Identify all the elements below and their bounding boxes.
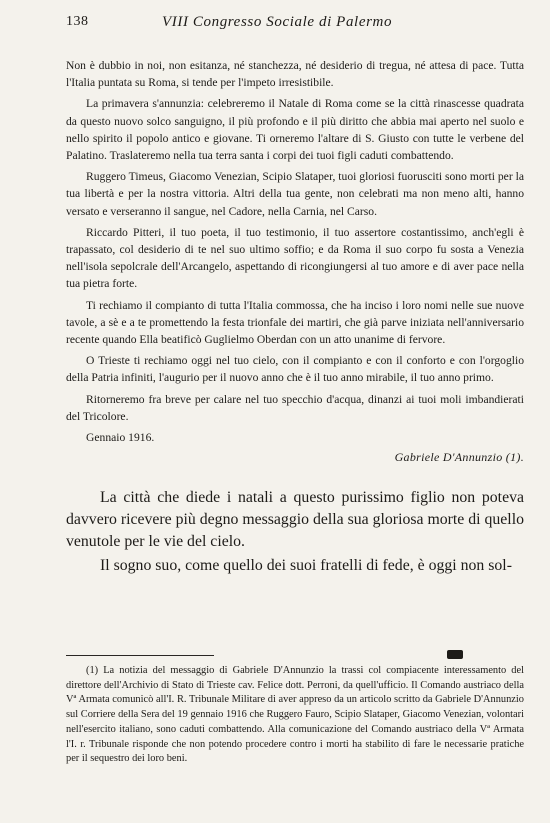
message-paragraph-2: La primavera s'annunzia: celebreremo il Natale di Roma come se la città rinascesse quadrata da questo nuovo solco sanguigno, il più profondo e il più diritto che abbia mai aperto nel suolo e nello spirito il popolo antico e giovane. Ti orneremo l'altare di S. Giusto con tutte le verbene del Palatino. Traslateremo nella tua terra santa i corpi dei tuoi figli caduti combattendo.	[66, 97, 524, 163]
message-paragraph-1: Non è dubbio in noi, non esitanza, né stanchezza, né desiderio di tregua, né attesa di pace. Tutta l'Italia puntata su Roma, si tende per l'impeto irresistibile.	[66, 59, 524, 90]
message-paragraph-7: Ritorneremo fra breve per calare nel tuo specchio d'acqua, dinanzi ai tuoi moli imbandierati del Tricolore.	[66, 392, 524, 423]
commentary-paragraph-2: Il sogno suo, come quello dei suoi fratelli di fede, è oggi non sol-	[100, 557, 512, 575]
main-text	[66, 57, 524, 577]
running-head	[66, 14, 524, 34]
message-paragraph-5: Ti rechiamo il compianto di tutta l'Italia commossa, che ha inciso i loro nomi nelle sue nuove tavole, a sè e a te promettendo la festa trionfale dei martiri, che già parve iniziata nell'anniversario recente quando Ella beatificò Guglielmo Oberdan con un atto unanime di fervore.	[66, 298, 524, 347]
message-paragraph-6: O Trieste ti rechiamo oggi nel tuo cielo, con il compianto e con il conforto e con l'orgoglio della Patria infiniti, l'augurio per il nuovo anno che è il tuo anno mirabile, il tuo anno primo.	[66, 354, 524, 385]
message-signature: Gabriele D'Annunzio (1).	[394, 450, 524, 465]
message-date: Gennaio 1916.	[86, 431, 155, 445]
commentary-paragraph-1: La città che diede i natali a questo purissimo figlio non poteva davvero ricevere più degno messaggio della sua gloriosa morte di quello venutole per le vie del cielo.	[66, 489, 524, 551]
commentary	[66, 487, 524, 577]
running-title: VIII Congresso Sociale di Palermo	[162, 14, 393, 30]
footnote-rule	[66, 655, 214, 656]
message-paragraph-4: Riccardo Pitteri, il tuo poeta, il tuo testimonio, il tuo assertore costantissimo, anch'egli è trapassato, col desiderio di te nel suo ultimo soffio; e da Roma il suo corpo fu sosta a Venezia nell'isola sepolcrale dell'Arcangelo, aspettando di ricongiungersi al tuo amore e di aver pace nella tua pietra forte.	[66, 225, 524, 291]
ink-blot	[447, 650, 463, 659]
footnote: (1) La notizia del messaggio di Gabriele D'Annunzio la trassi col compiacente interessamento del direttore dell'Archivio di Stato di Trieste cav. Felice dott. Perroni, da quell'ufficio. Il Comando austriaco della Vª Armata comunicò all'I. R. Tribunale Militare di aver appreso da un articolo scritto da Gabriele D'Annunzio sul Corriere della Sera del 19 gennaio 1916 che Ruggero Fauro, Scipio Slataper, Giacomo Venezian, volontari nell'esercito italiano, sono caduti combattendo. Alla comunicazione del Comando austriaco della Vª Armata l'I. r. Tribunale risponde che non potendo procedere contro i morti ha stabilito di fare le necessarie pratiche per il sequestro dei loro beni.	[66, 665, 524, 765]
page-number: 138	[66, 14, 89, 29]
message-paragraph-3: Ruggero Timeus, Giacomo Venezian, Scipio Slataper, tuoi gloriosi fuorusciti sono morti per la tua libertà e per la nostra vittoria. Altri della tua gente, non celebrati ma non meno alti, hanno versato e verseranno il sangue, nel Cadore, nella Carnia, nel Carso.	[66, 170, 524, 218]
